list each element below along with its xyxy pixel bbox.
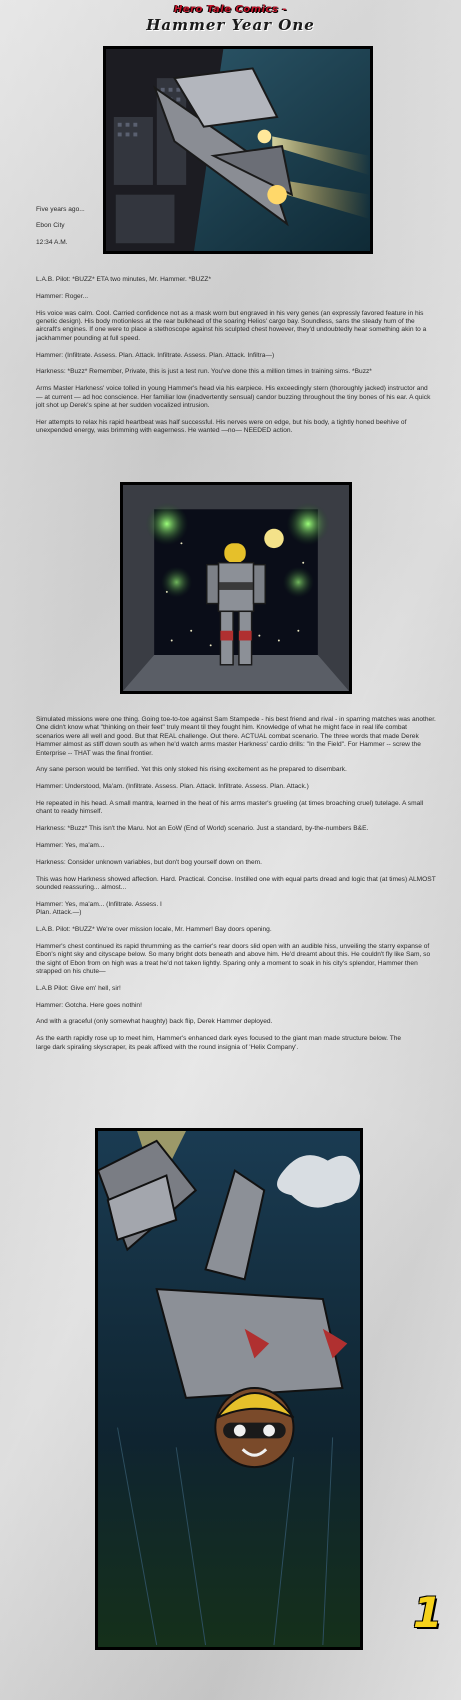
page-header bbox=[0, 4, 461, 34]
panel-cargo-bay bbox=[120, 482, 352, 694]
story-paragraph: His voice was calm. Cool. Carried confidence not as a mask worn but engraved in his very genes (an expressly favored feature in his genetic design). His body motionless at the rear bulkhead of the soaring Helios' cargo bay. Soundless, sans the steady hum of the aircraft's engines. If one were to place a stethoscope against his sculpted chest however, they'd undoubtedly hear something akin to a jackhammer pounding at full speed. bbox=[36, 309, 427, 342]
story-paragraph: Her attempts to relax his rapid heartbeat was half successful. His nerves were on edge, but his body, a tightly honed beehive of unexpended energy, was brimming with eagerness. He wanted —no— NEEDED action. bbox=[36, 418, 407, 435]
story-text-block-2 bbox=[36, 716, 436, 1060]
story-paragraph: Hammer: (Infiltrate. Assess. Plan. Attack. Infiltrate. Assess. Plan. Attack. Infiltra—) bbox=[36, 351, 275, 359]
series-title: Hero Tale Comics - bbox=[173, 4, 288, 15]
skydive-illustration bbox=[98, 1131, 360, 1647]
story-paragraph: Arms Master Harkness' voice tolled in young Hammer's head via his earpiece. His exceedingly stern (thoroughly jacked) instructor and — at current — ad hoc conscience. Her familiar low (inadvertently sensual) candor buzzing throughout the tiny bones of his ear. A quick jolt shot up Derek's spine at her sudden vocalized intrusion. bbox=[36, 385, 431, 410]
story-paragraph: L.A.B. Pilot: *BUZZ* ETA two minutes, Mr. Hammer. *BUZZ* bbox=[36, 276, 212, 283]
story-paragraph: Harkness: *Buzz* This isn't the Maru. Not an EoW (End of World) scenario. Just a standard, by-the-numbers B&E. bbox=[36, 825, 369, 833]
story-paragraph: Any sane person would be terrified. Yet this only stoked his rising excitement as he prepared to disembark. bbox=[36, 766, 347, 774]
panel-jet-over-city bbox=[103, 46, 373, 254]
caption-clock: 12:34 A.M. bbox=[36, 238, 68, 246]
story-paragraph: Hammer: Yes, ma'am... (Infiltrate. Assess. I Plan. Attack.—) bbox=[36, 900, 162, 917]
story-paragraph: L.A.B Pilot: Give em' hell, sir! bbox=[36, 984, 121, 992]
panel-skydive bbox=[95, 1128, 363, 1650]
story-paragraph: Harkness: Consider unknown variables, but don't bog yourself down on them. bbox=[36, 858, 262, 866]
story-paragraph: This was how Harkness showed affection. Hard. Practical. Concise. Instilled one with equal parts dread and logic that (at times) ALMOST sounded reassuring... almost... bbox=[36, 875, 436, 892]
caption-place: Ebon City bbox=[36, 222, 65, 230]
story-paragraph: Harkness: *Buzz* Remember, Private, this is just a test run. You've done this a million times in training sims. *Buzz* bbox=[36, 368, 372, 376]
story-paragraph: He repeated in his head. A small mantra, learned in the heat of his arms master's grueling (at times broaching cruel) tutelage. A small chant to ready himself. bbox=[36, 800, 424, 816]
story-paragraph: As the earth rapidly rose up to meet him, Hammer's enhanced dark eyes focused to the giant man made structure below. The large dark spiraling skyscraper, its peak affixed with the round insignia of 'Helix Company'. bbox=[36, 1035, 402, 1051]
caption-time-ago: Five years ago... bbox=[36, 206, 85, 213]
cargo-bay-illustration bbox=[123, 485, 349, 691]
story-paragraph: Hammer: Gotcha. Here goes nothin! bbox=[36, 1001, 142, 1009]
story-paragraph: L.A.B. Pilot: *BUZZ* We're over mission locale, Mr. Hammer! Bay doors opening. bbox=[36, 926, 272, 934]
page-title: Hammer Year One bbox=[146, 16, 315, 34]
story-paragraph: Simulated missions were one thing. Going toe-to-toe against Sam Stampede - his best friend and rival - in sparring matches was another. One didn't know what "thinking on their feet" truly meant til they fought him. Knowledge of what he might face in real life combat scenarios were all well and good. But that REAL challenge. Out there. ACTUAL combat scenario. The three words that made Derek Hammer almost as stiff down south as when he'd watch arms master Harkness' cardio drills: "In the Field". For Hammer -- screw the Enterprise -- THAT was the final frontier. bbox=[36, 716, 436, 757]
story-text-block-1 bbox=[36, 276, 436, 444]
story-paragraph: Hammer: Yes, ma'am... bbox=[36, 842, 105, 850]
jet-illustration bbox=[106, 49, 370, 251]
story-paragraph: And with a graceful (only somewhat haughty) back flip, Derek Hammer deployed. bbox=[36, 1018, 273, 1026]
caption-box bbox=[36, 206, 106, 247]
page-number: 1 bbox=[413, 1588, 443, 1637]
story-paragraph: Hammer's chest continued its rapid thrumming as the carrier's rear doors slid open with an audible hiss, unveiling the starry expanse of Ebon's night sky and cityscape below. So many bright dots beneath and above him. He'd dreamt about this. He couldn't fly like Sam, so the sight of Ebon from on high was a treat he'd not taken lightly. Sparing only a moment to soak in his city's splendor, Hammer then strapped on his chute— bbox=[36, 942, 431, 976]
story-paragraph: Hammer: Roger... bbox=[36, 292, 89, 300]
story-paragraph: Hammer: Understood, Ma'am. (Infiltrate. Assess. Plan. Attack. Infiltrate. Assess. Plan. Attack.) bbox=[36, 783, 309, 791]
